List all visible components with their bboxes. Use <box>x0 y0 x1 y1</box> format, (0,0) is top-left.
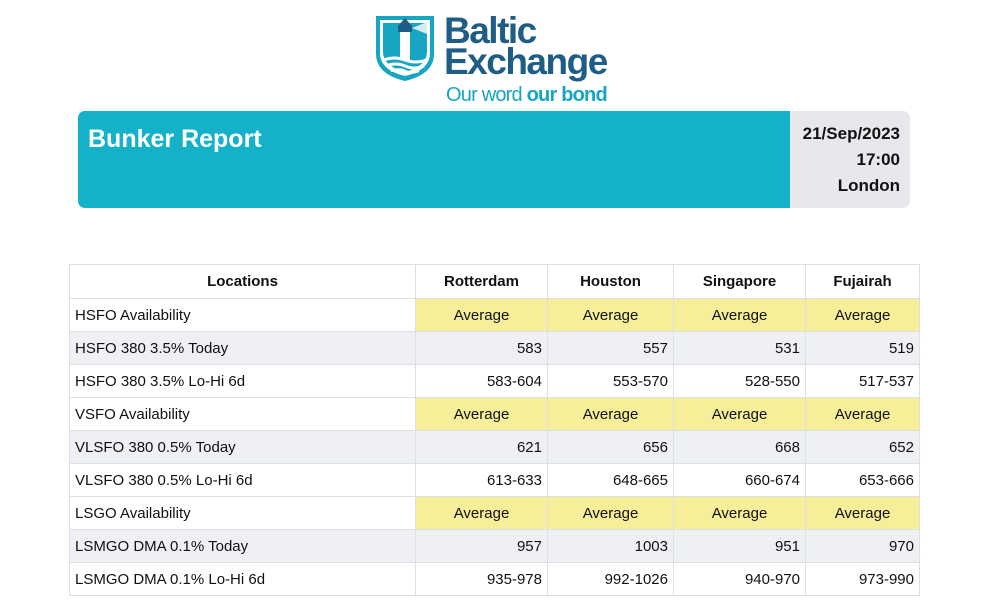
cell-rotterdam: 621 <box>416 431 548 464</box>
cell-houston: Average <box>548 398 674 431</box>
bunker-price-table <box>69 264 920 596</box>
table-row <box>70 332 920 365</box>
cell-fujairah: Average <box>806 299 920 332</box>
cell-fujairah: 970 <box>806 530 920 563</box>
cell-fujairah: Average <box>806 497 920 530</box>
row-label: VLSFO 380 0.5% Lo-Hi 6d <box>70 464 416 497</box>
tagline-regular: Our word <box>446 84 522 106</box>
cell-singapore: 531 <box>674 332 806 365</box>
header-locations: Locations <box>70 265 416 299</box>
cell-rotterdam: 957 <box>416 530 548 563</box>
report-banner <box>78 111 910 208</box>
table-header-row <box>70 265 920 299</box>
header-rotterdam: Rotterdam <box>416 265 548 299</box>
report-place: London <box>837 176 900 195</box>
cell-houston: 992-1026 <box>548 563 674 596</box>
cell-singapore: 668 <box>674 431 806 464</box>
table-row <box>70 464 920 497</box>
row-label: LSMGO DMA 0.1% Lo-Hi 6d <box>70 563 416 596</box>
header-singapore: Singapore <box>674 265 806 299</box>
report-date: 21/Sep/2023 <box>802 124 900 143</box>
row-label: VLSFO 380 0.5% Today <box>70 431 416 464</box>
cell-houston: 1003 <box>548 530 674 563</box>
logo-word-baltic: Baltic <box>444 10 536 51</box>
cell-fujairah: Average <box>806 398 920 431</box>
row-label: LSMGO DMA 0.1% Today <box>70 530 416 563</box>
report-title: Bunker Report <box>88 125 262 153</box>
cell-singapore: Average <box>674 398 806 431</box>
row-label: LSGO Availability <box>70 497 416 530</box>
row-label: HSFO 380 3.5% Lo-Hi 6d <box>70 365 416 398</box>
cell-rotterdam: 935-978 <box>416 563 548 596</box>
table-row <box>70 563 920 596</box>
cell-rotterdam: Average <box>416 497 548 530</box>
cell-fujairah: 973-990 <box>806 563 920 596</box>
row-label: HSFO Availability <box>70 299 416 332</box>
row-label: HSFO 380 3.5% Today <box>70 332 416 365</box>
cell-houston: 656 <box>548 431 674 464</box>
cell-houston: 557 <box>548 332 674 365</box>
header-houston: Houston <box>548 265 674 299</box>
table-row <box>70 299 920 332</box>
logo-word-exchange: Exchange <box>444 41 607 82</box>
header-fujairah: Fujairah <box>806 265 920 299</box>
table-row <box>70 497 920 530</box>
cell-fujairah: 517-537 <box>806 365 920 398</box>
cell-rotterdam: 613-633 <box>416 464 548 497</box>
cell-houston: Average <box>548 497 674 530</box>
table-row <box>70 431 920 464</box>
report-time: 17:00 <box>856 150 900 169</box>
table-row <box>70 398 920 431</box>
cell-houston: 553-570 <box>548 365 674 398</box>
cell-fujairah: 652 <box>806 431 920 464</box>
cell-rotterdam: 583 <box>416 332 548 365</box>
cell-houston: Average <box>548 299 674 332</box>
table-row <box>70 365 920 398</box>
cell-singapore: 528-550 <box>674 365 806 398</box>
cell-rotterdam: Average <box>416 299 548 332</box>
cell-singapore: Average <box>674 299 806 332</box>
title-box <box>78 111 790 208</box>
cell-fujairah: 653-666 <box>806 464 920 497</box>
cell-rotterdam: Average <box>416 398 548 431</box>
cell-houston: 648-665 <box>548 464 674 497</box>
cell-singapore: Average <box>674 497 806 530</box>
baltic-exchange-logo <box>374 10 624 110</box>
table-row <box>70 530 920 563</box>
cell-rotterdam: 583-604 <box>416 365 548 398</box>
lighthouse-shield-icon <box>374 14 436 82</box>
row-label: VSFO Availability <box>70 398 416 431</box>
cell-singapore: 660-674 <box>674 464 806 497</box>
report-meta <box>790 111 910 208</box>
cell-singapore: 951 <box>674 530 806 563</box>
logo-tagline <box>446 84 607 106</box>
cell-fujairah: 519 <box>806 332 920 365</box>
cell-singapore: 940-970 <box>674 563 806 596</box>
tagline-bold: our bond <box>526 84 607 106</box>
